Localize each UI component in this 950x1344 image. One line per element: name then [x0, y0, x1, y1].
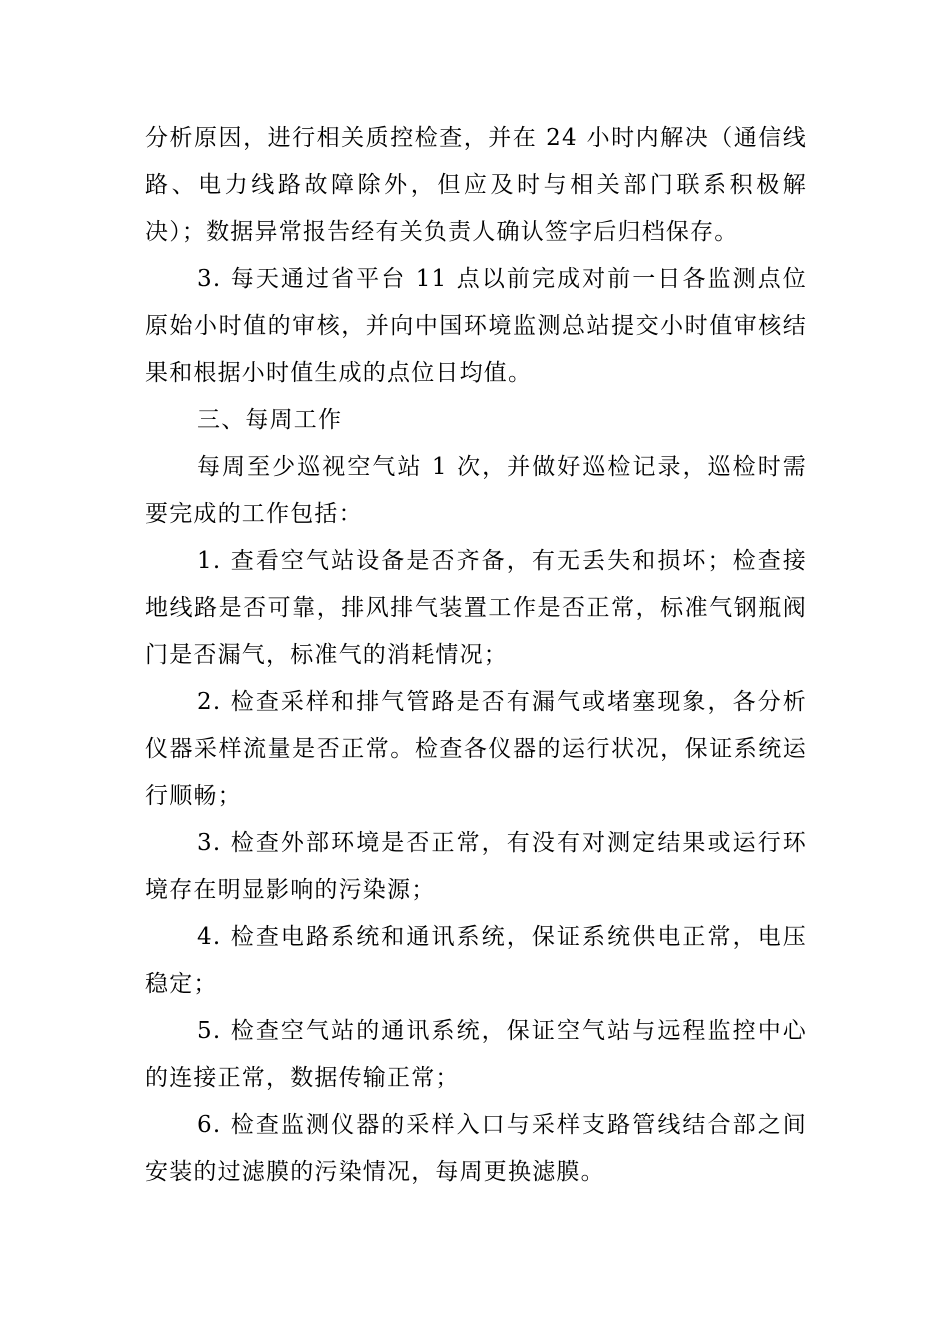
paragraph-item-2-sampling-check: 2. 检查采样和排气管路是否有漏气或堵塞现象，各分析仪器采样流量是否正常。检查各仪器的运行状况，保证系统运行顺畅；: [145, 689, 807, 809]
section-heading-weekly-work: 三、每周工作: [197, 407, 343, 433]
paragraph-item-6-filter-check: 6. 检查监测仪器的采样入口与采样支路管线结合部之间安装的过滤膜的污染情况，每周更换滤膜。: [145, 1112, 807, 1185]
paragraph-item-4-power-check: 4. 检查电路系统和通讯系统，保证系统供电正常，电压稳定；: [145, 924, 807, 997]
paragraph-continuation: 分析原因，进行相关质控检查，并在 24 小时内解决（通信线路、电力线路故障除外，但应及时与相关部门联系积极解决）；数据异常报告经有关负责人确认签字后归档保存。: [145, 125, 807, 245]
paragraph-item-3-environment-check: 3. 检查外部环境是否正常，有没有对测定结果或运行环境存在明显影响的污染源；: [145, 830, 807, 903]
paragraph-item-1-equipment-check: 1. 查看空气站设备是否齐备，有无丢失和损坏；检查接地线路是否可靠，排风排气装置工作是否正常，标准气钢瓶阀门是否漏气，标准气的消耗情况；: [145, 548, 807, 668]
paragraph-item-3-daily-review: 3. 每天通过省平台 11 点以前完成对前一日各监测点位原始小时值的审核，并向中国环境监测总站提交小时值审核结果和根据小时值生成的点位日均值。: [145, 266, 807, 386]
paragraph-weekly-intro: 每周至少巡视空气站 1 次，并做好巡检记录，巡检时需要完成的工作包括：: [145, 454, 807, 527]
document-body: [145, 115, 807, 1196]
paragraph-item-5-communication-check: 5. 检查空气站的通讯系统，保证空气站与远程监控中心的连接正常，数据传输正常；: [145, 1018, 807, 1091]
